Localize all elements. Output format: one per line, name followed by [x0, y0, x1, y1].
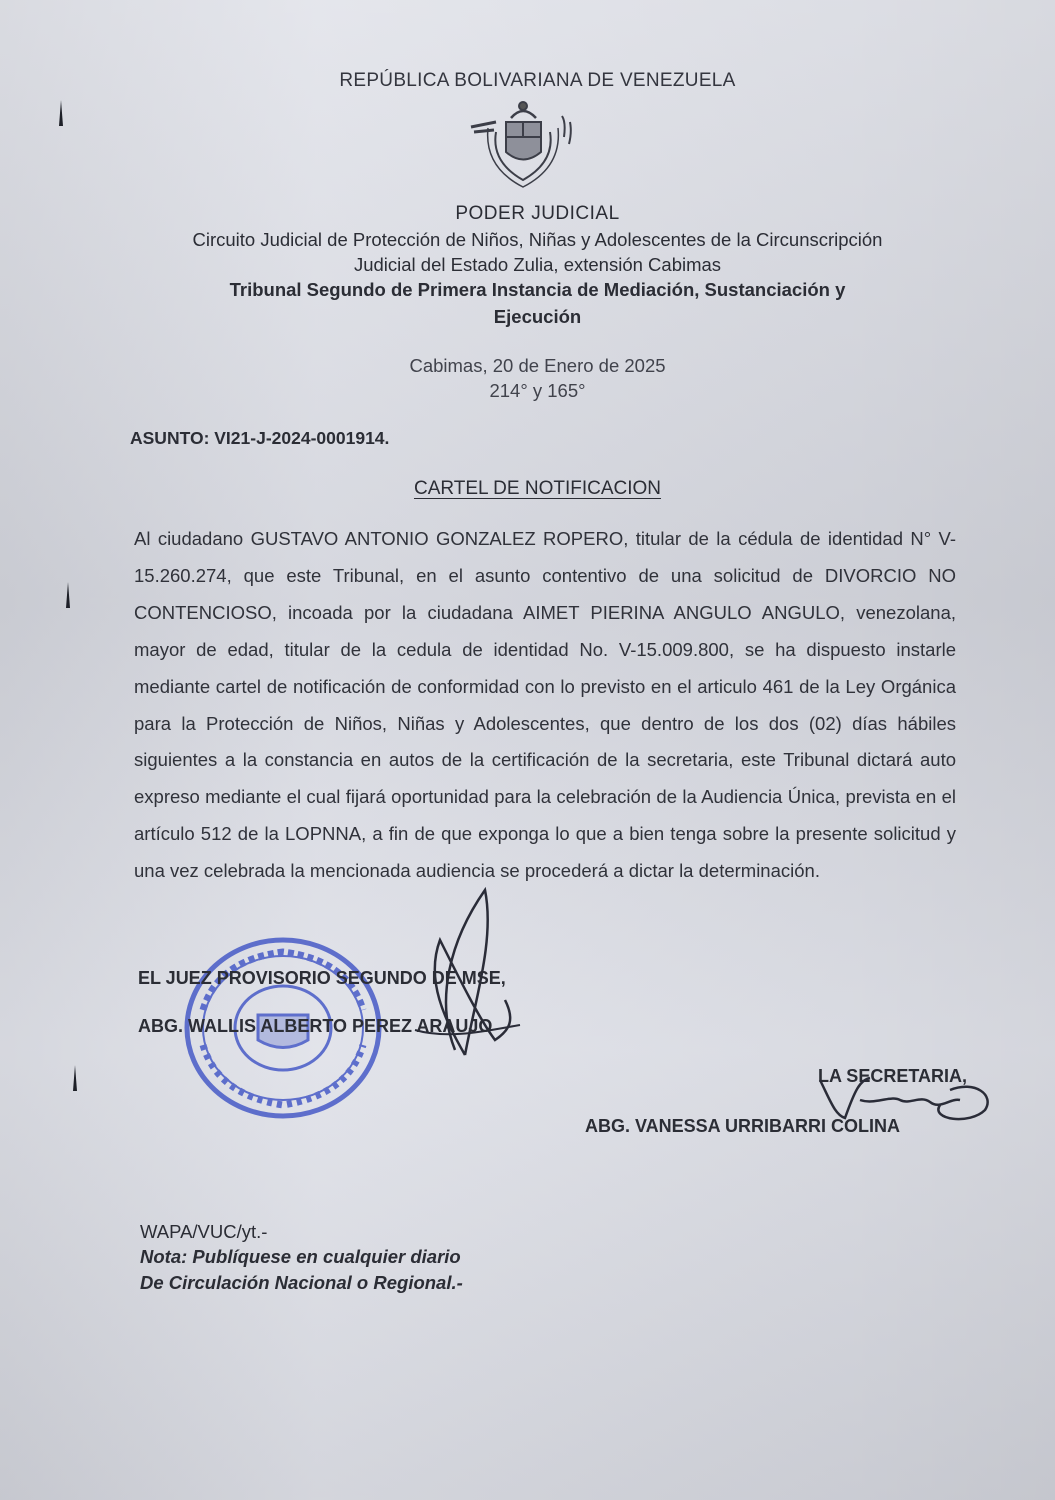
initials: WAPA/VUC/yt.-	[140, 1221, 268, 1242]
circuito-line-1: Circuito Judicial de Protección de Niños, Niñas y Adolescentes de la Circunscripción	[192, 229, 883, 250]
circuito-line-2: Judicial del Estado Zulia, extensión Cabimas	[353, 254, 722, 275]
publication-note	[140, 1244, 463, 1296]
document-title: CARTEL DE NOTIFICACION	[413, 478, 662, 499]
tribunal-heading	[0, 276, 1055, 330]
punch-hole-mark-icon	[70, 1063, 80, 1093]
date-block	[0, 353, 1055, 403]
punch-hole-mark-icon	[63, 580, 73, 610]
asunto: ASUNTO: VI21-J-2024-0001914.	[130, 428, 390, 448]
punch-hole-mark-icon	[56, 98, 66, 128]
secretary-name: ABG. VANESSA URRIBARRI COLINA	[585, 1116, 901, 1136]
notice-body: Al ciudadano GUSTAVO ANTONIO GONZALEZ ROPERO, titular de la cédula de identidad N° V-15.260.274, que este Tribunal, en el asunto contentivo de una solicitud de DIVORCIO NO CONTENCIOSO, incoada por la ciudadana AIMET PIERINA ANGULO ANGULO, venezolana, mayor de edad, titular de la cedula de identidad No. V-15.009.800, se ha dispuesto instarle mediante cartel de notificación de conformidad con lo previsto en el articulo 461 de la Ley Orgánica para la Protección de Niños, Niñas y Adolescentes, que dentro de los dos (02) días hábiles siguientes a la constancia en autos de la certificación de la secretaria, este Tribunal dictará auto expreso mediante el cual fijará oportunidad para la celebración de la Audiencia Única, prevista en el artículo 512 de la LOPNNA, a fin de que exponga lo que a bien tenga sobre la presente solicitud y una vez celebrada la mencionada audiencia se procederá a dictar la determinación.	[134, 528, 956, 882]
secretary-title: LA SECRETARIA,	[817, 1066, 967, 1086]
tribunal-line-1: Tribunal Segundo de Primera Instancia de Mediación, Sustanciación y	[229, 279, 846, 300]
poder-judicial-heading: PODER JUDICIAL	[455, 203, 620, 224]
circuito-heading	[0, 227, 1055, 277]
judge-name: ABG. WALLIS ALBERTO PEREZ ARAUJO	[138, 1016, 493, 1036]
fecha: Cabimas, 20 de Enero de 2025	[409, 355, 666, 376]
tribunal-line-2: Ejecución	[493, 306, 582, 327]
note-line-2: De Circulación Nacional o Regional.-	[140, 1272, 463, 1293]
judge-title: EL JUEZ PROVISORIO SEGUNDO DE MSE,	[138, 968, 506, 988]
coat-of-arms-icon	[466, 92, 581, 192]
republica-heading: REPÚBLICA BOLIVARIANA DE VENEZUELA	[339, 70, 736, 91]
anios: 214° y 165°	[489, 380, 586, 401]
note-line-1: Nota: Publíquese en cualquier diario	[140, 1246, 461, 1267]
